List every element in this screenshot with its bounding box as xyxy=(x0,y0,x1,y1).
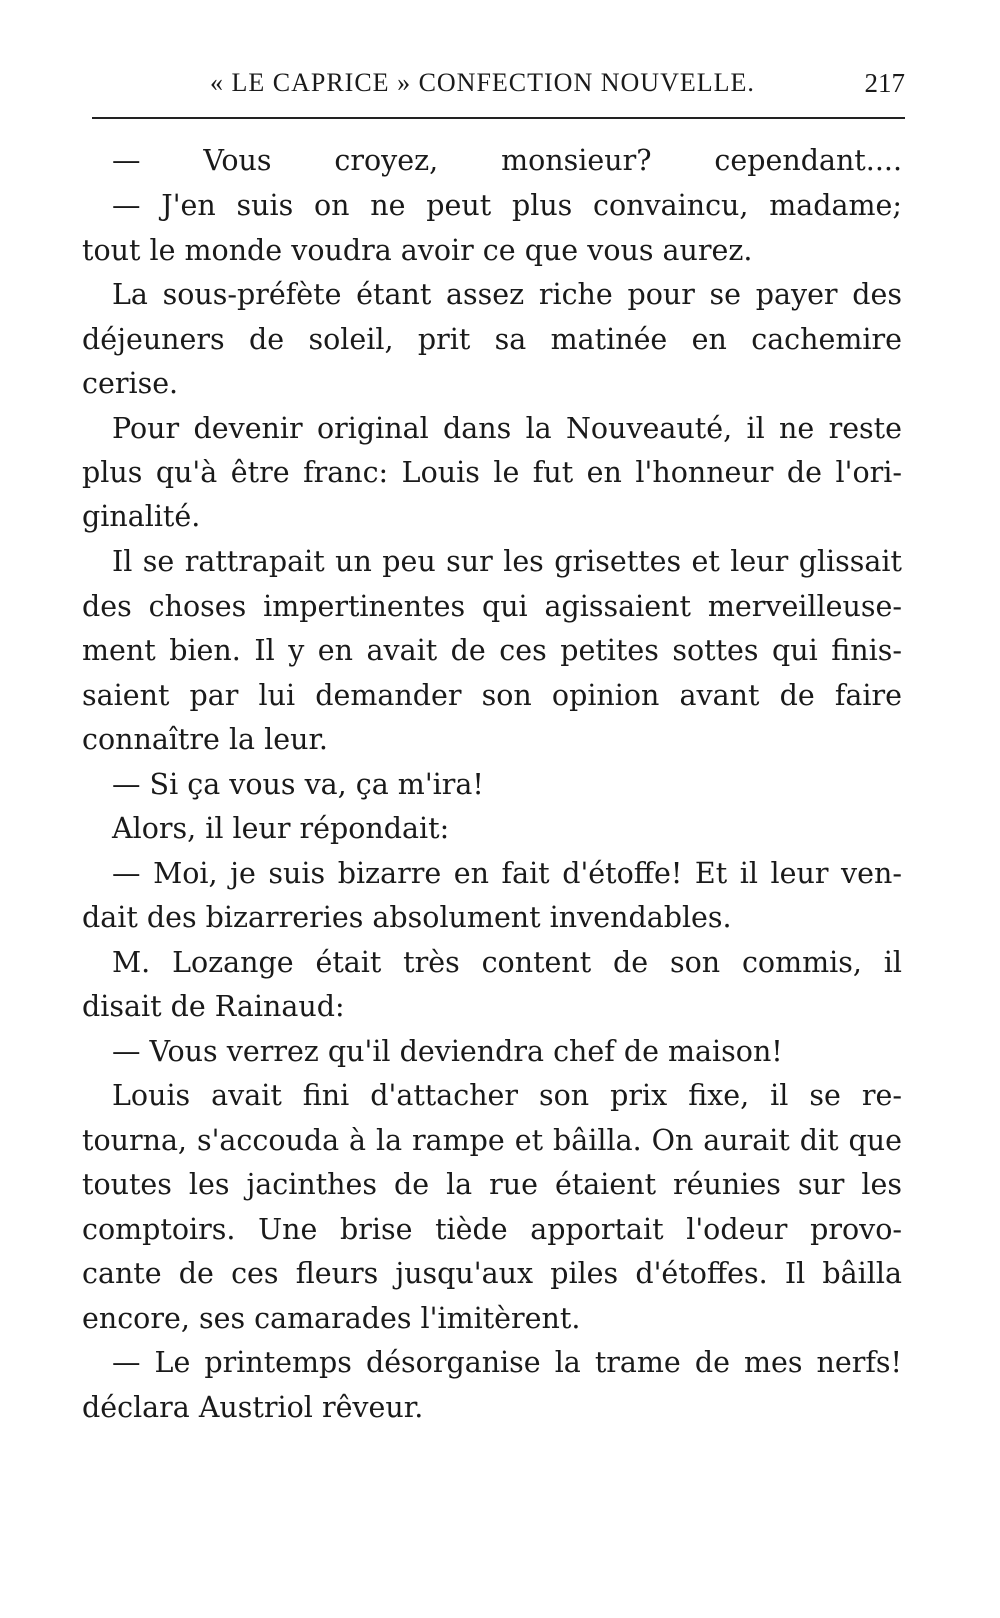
text-line: tourna, s'accouda à la rampe et bâilla. On aurait dit que xyxy=(82,1124,902,1157)
text-line: cante de ces fleurs jusqu'aux piles d'étoffes. Il bâilla xyxy=(82,1257,902,1290)
text-line: déjeuners de soleil, prit sa matinée en cachemire xyxy=(82,323,902,356)
text-line: encore, ses camarades l'imitèrent. xyxy=(82,1302,581,1335)
text-line: cerise. xyxy=(82,367,179,400)
text-line: — Vous croyez, monsieur? cependant.... xyxy=(112,144,902,177)
running-title: « LE CAPRICE » CONFECTION NOUVELLE. xyxy=(210,68,755,97)
text-line: Alors, il leur répondait: xyxy=(112,812,450,845)
text-line: Il se rattrapait un peu sur les grisettes et leur glissait xyxy=(112,545,902,578)
text-line: déclara Austriol rêveur. xyxy=(82,1391,424,1424)
text-line: saient par lui demander son opinion avant de faire xyxy=(82,679,902,712)
text-line: ginalité. xyxy=(82,500,201,533)
text-line: tout le monde voudra avoir ce que vous aurez. xyxy=(82,234,753,267)
text-line: — Si ça vous va, ça m'ira! xyxy=(112,768,484,801)
text-line: comptoirs. Une brise tiède apportait l'odeur provo- xyxy=(82,1213,902,1246)
text-line: ment bien. Il y en avait de ces petites sottes qui finis- xyxy=(82,634,902,667)
text-line: dait des bizarreries absolument invendables. xyxy=(82,901,732,934)
header-rule xyxy=(92,117,905,119)
text-line: toutes les jacinthes de la rue étaient réunies sur les xyxy=(82,1168,902,1201)
text-line: M. Lozange était très content de son commis, il xyxy=(112,946,902,979)
page-header xyxy=(90,62,905,106)
text-line: plus qu'à être franc: Louis le fut en l'honneur de l'ori- xyxy=(82,456,902,489)
text-line: disait de Rainaud: xyxy=(82,990,345,1023)
text-line: — Le printemps désorganise la trame de mes nerfs! xyxy=(112,1346,902,1379)
text-line: Pour devenir original dans la Nouveauté, il ne reste xyxy=(112,412,902,445)
text-line: — Moi, je suis bizarre en fait d'étoffe! Et il leur ven- xyxy=(112,857,902,890)
text-line: connaître la leur. xyxy=(82,723,328,756)
text-line: — Vous verrez qu'il deviendra chef de maison! xyxy=(112,1035,783,1068)
text-line: La sous-préfète étant assez riche pour se payer des xyxy=(112,278,902,311)
text-line: Louis avait fini d'attacher son prix fixe, il se re- xyxy=(112,1079,902,1112)
page-number: 217 xyxy=(864,68,905,98)
text-line: — J'en suis on ne peut plus convaincu, madame; xyxy=(112,189,902,222)
text-line: des choses impertinentes qui agissaient merveilleuse- xyxy=(82,590,902,623)
